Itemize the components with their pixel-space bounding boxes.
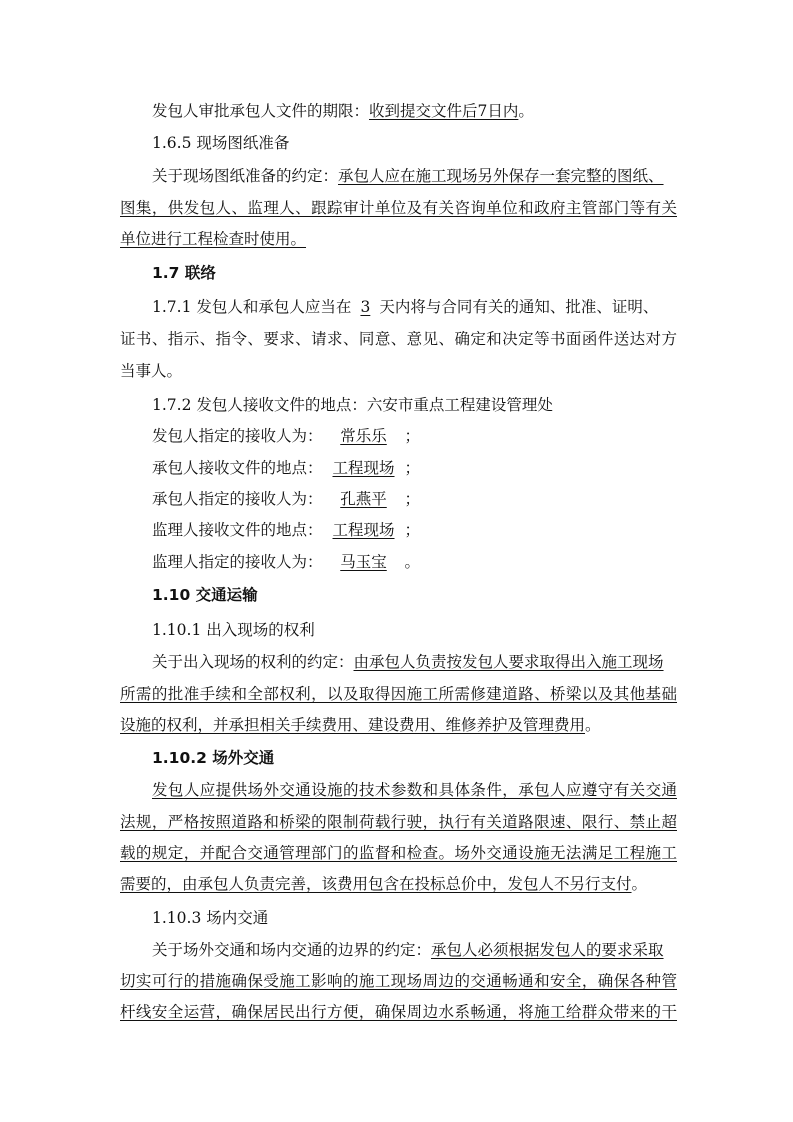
label: 监理人指定的接收人为： — [152, 553, 323, 571]
text: 关于场外交通和场内交通的边界的约定： — [152, 941, 432, 959]
text: 。 — [518, 102, 534, 120]
section-heading-1-10-2: 1.10.2 场外交通 — [152, 749, 275, 767]
underlined-text: 需要的，由承包人负责完善，该费用包含在投标总价中，发包人不另行支付 — [120, 875, 632, 893]
label: 监理人接收文件的地点： — [152, 521, 323, 539]
blank-value: 工程现场 — [332, 459, 395, 477]
paragraph-line: 1.7.2 发包人接收文件的地点：六安市重点工程建设管理处 — [152, 396, 553, 414]
paragraph-line: 证书、指示、指令、要求、请求、同意、意见、确定和决定等书面函件送达对方 — [120, 330, 677, 348]
receiver-line — [152, 552, 677, 572]
paragraph-line — [120, 874, 648, 894]
paragraph-line — [152, 166, 677, 186]
text: 。 — [585, 716, 601, 734]
days-value: 3 — [360, 298, 371, 316]
underlined-text: 设施的权利，并承担相关手续费用、建设费用、维修养护及管理费用 — [120, 716, 586, 734]
paragraph-line: 杆线安全运营，确保居民出行方便，确保周边水系畅通，将施工给群众带来的干 — [120, 1003, 677, 1021]
paragraph-line: 法规，严格按照道路和桥梁的限制荷载行驶，执行有关道路限速、限行、禁止超 — [120, 813, 677, 831]
section-heading-1-10: 1.10 交通运输 — [152, 586, 258, 604]
blank-value: 常乐乐 — [340, 427, 387, 445]
label: 承包人接收文件的地点： — [152, 459, 323, 477]
receiver-line — [152, 520, 677, 540]
text: 。 — [404, 553, 421, 571]
text: ； — [404, 427, 421, 445]
underlined-value: 收到提交文件后7日内 — [369, 102, 519, 120]
underlined-text: 由承包人负责按发包人要求取得出入施工现场 — [353, 653, 664, 671]
text: 1.7.1 发包人和承包人应当在 — [152, 298, 352, 316]
text: ； — [404, 490, 421, 508]
paragraph-line: 载的规定，并配合交通管理部门的监督和检查。场外交通设施无法满足工程施工 — [120, 844, 677, 862]
section-heading-1-10-3: 1.10.3 场内交通 — [152, 909, 269, 927]
label: 承包人指定的接收人为： — [152, 490, 323, 508]
section-heading-1-6-5: 1.6.5 现场图纸准备 — [152, 134, 290, 152]
text: 关于现场图纸准备的约定： — [152, 167, 339, 185]
text: 。 — [631, 875, 648, 893]
section-heading-1-10-1: 1.10.1 出入现场的权利 — [152, 621, 315, 639]
receiver-line — [152, 489, 677, 509]
paragraph-line: 所需的批准手续和全部权利，以及取得因施工所需修建道路、桥梁以及其他基础 — [120, 685, 677, 703]
paragraph-line: 图集，供发包人、监理人、跟踪审计单位及有关咨询单位和政府主管部门等有关 — [120, 199, 677, 217]
text: 天内将与合同有关的通知、批准、证明、 — [379, 298, 659, 316]
approval-period-line — [152, 101, 677, 121]
text: ； — [404, 459, 421, 477]
blank-value: 马玉宝 — [340, 553, 387, 571]
blank-value: 孔燕平 — [340, 490, 387, 508]
paragraph-line: 发包人应提供场外交通设施的技术参数和具体条件，承包人应遵守有关交通 — [152, 781, 677, 799]
paragraph-line — [152, 297, 677, 317]
paragraph-line — [152, 652, 677, 672]
blank-value: 工程现场 — [332, 521, 395, 539]
paragraph-line — [120, 229, 645, 249]
text: 关于出入现场的权利的约定： — [152, 653, 354, 671]
receiver-line — [152, 458, 677, 478]
paragraph-line: 当事人。 — [120, 362, 183, 380]
paragraph-line — [120, 715, 645, 735]
section-heading-1-7: 1.7 联络 — [152, 264, 216, 282]
label: 发包人指定的接收人为： — [152, 427, 323, 445]
receiver-line — [152, 426, 677, 446]
text: ； — [404, 521, 421, 539]
underlined-text: 承包人必须根据发包人的要求采取 — [431, 941, 664, 959]
paragraph-line — [152, 940, 677, 960]
underlined-text: 单位进行工程检查时使用。 — [120, 230, 307, 248]
paragraph-line: 切实可行的措施确保受施工影响的施工现场周边的交通畅通和安全，确保各种管 — [120, 972, 677, 990]
text: 发包人审批承包人文件的期限： — [152, 102, 370, 120]
underlined-text: 承包人应在施工现场另外保存一套完整的图纸、 — [338, 167, 664, 185]
